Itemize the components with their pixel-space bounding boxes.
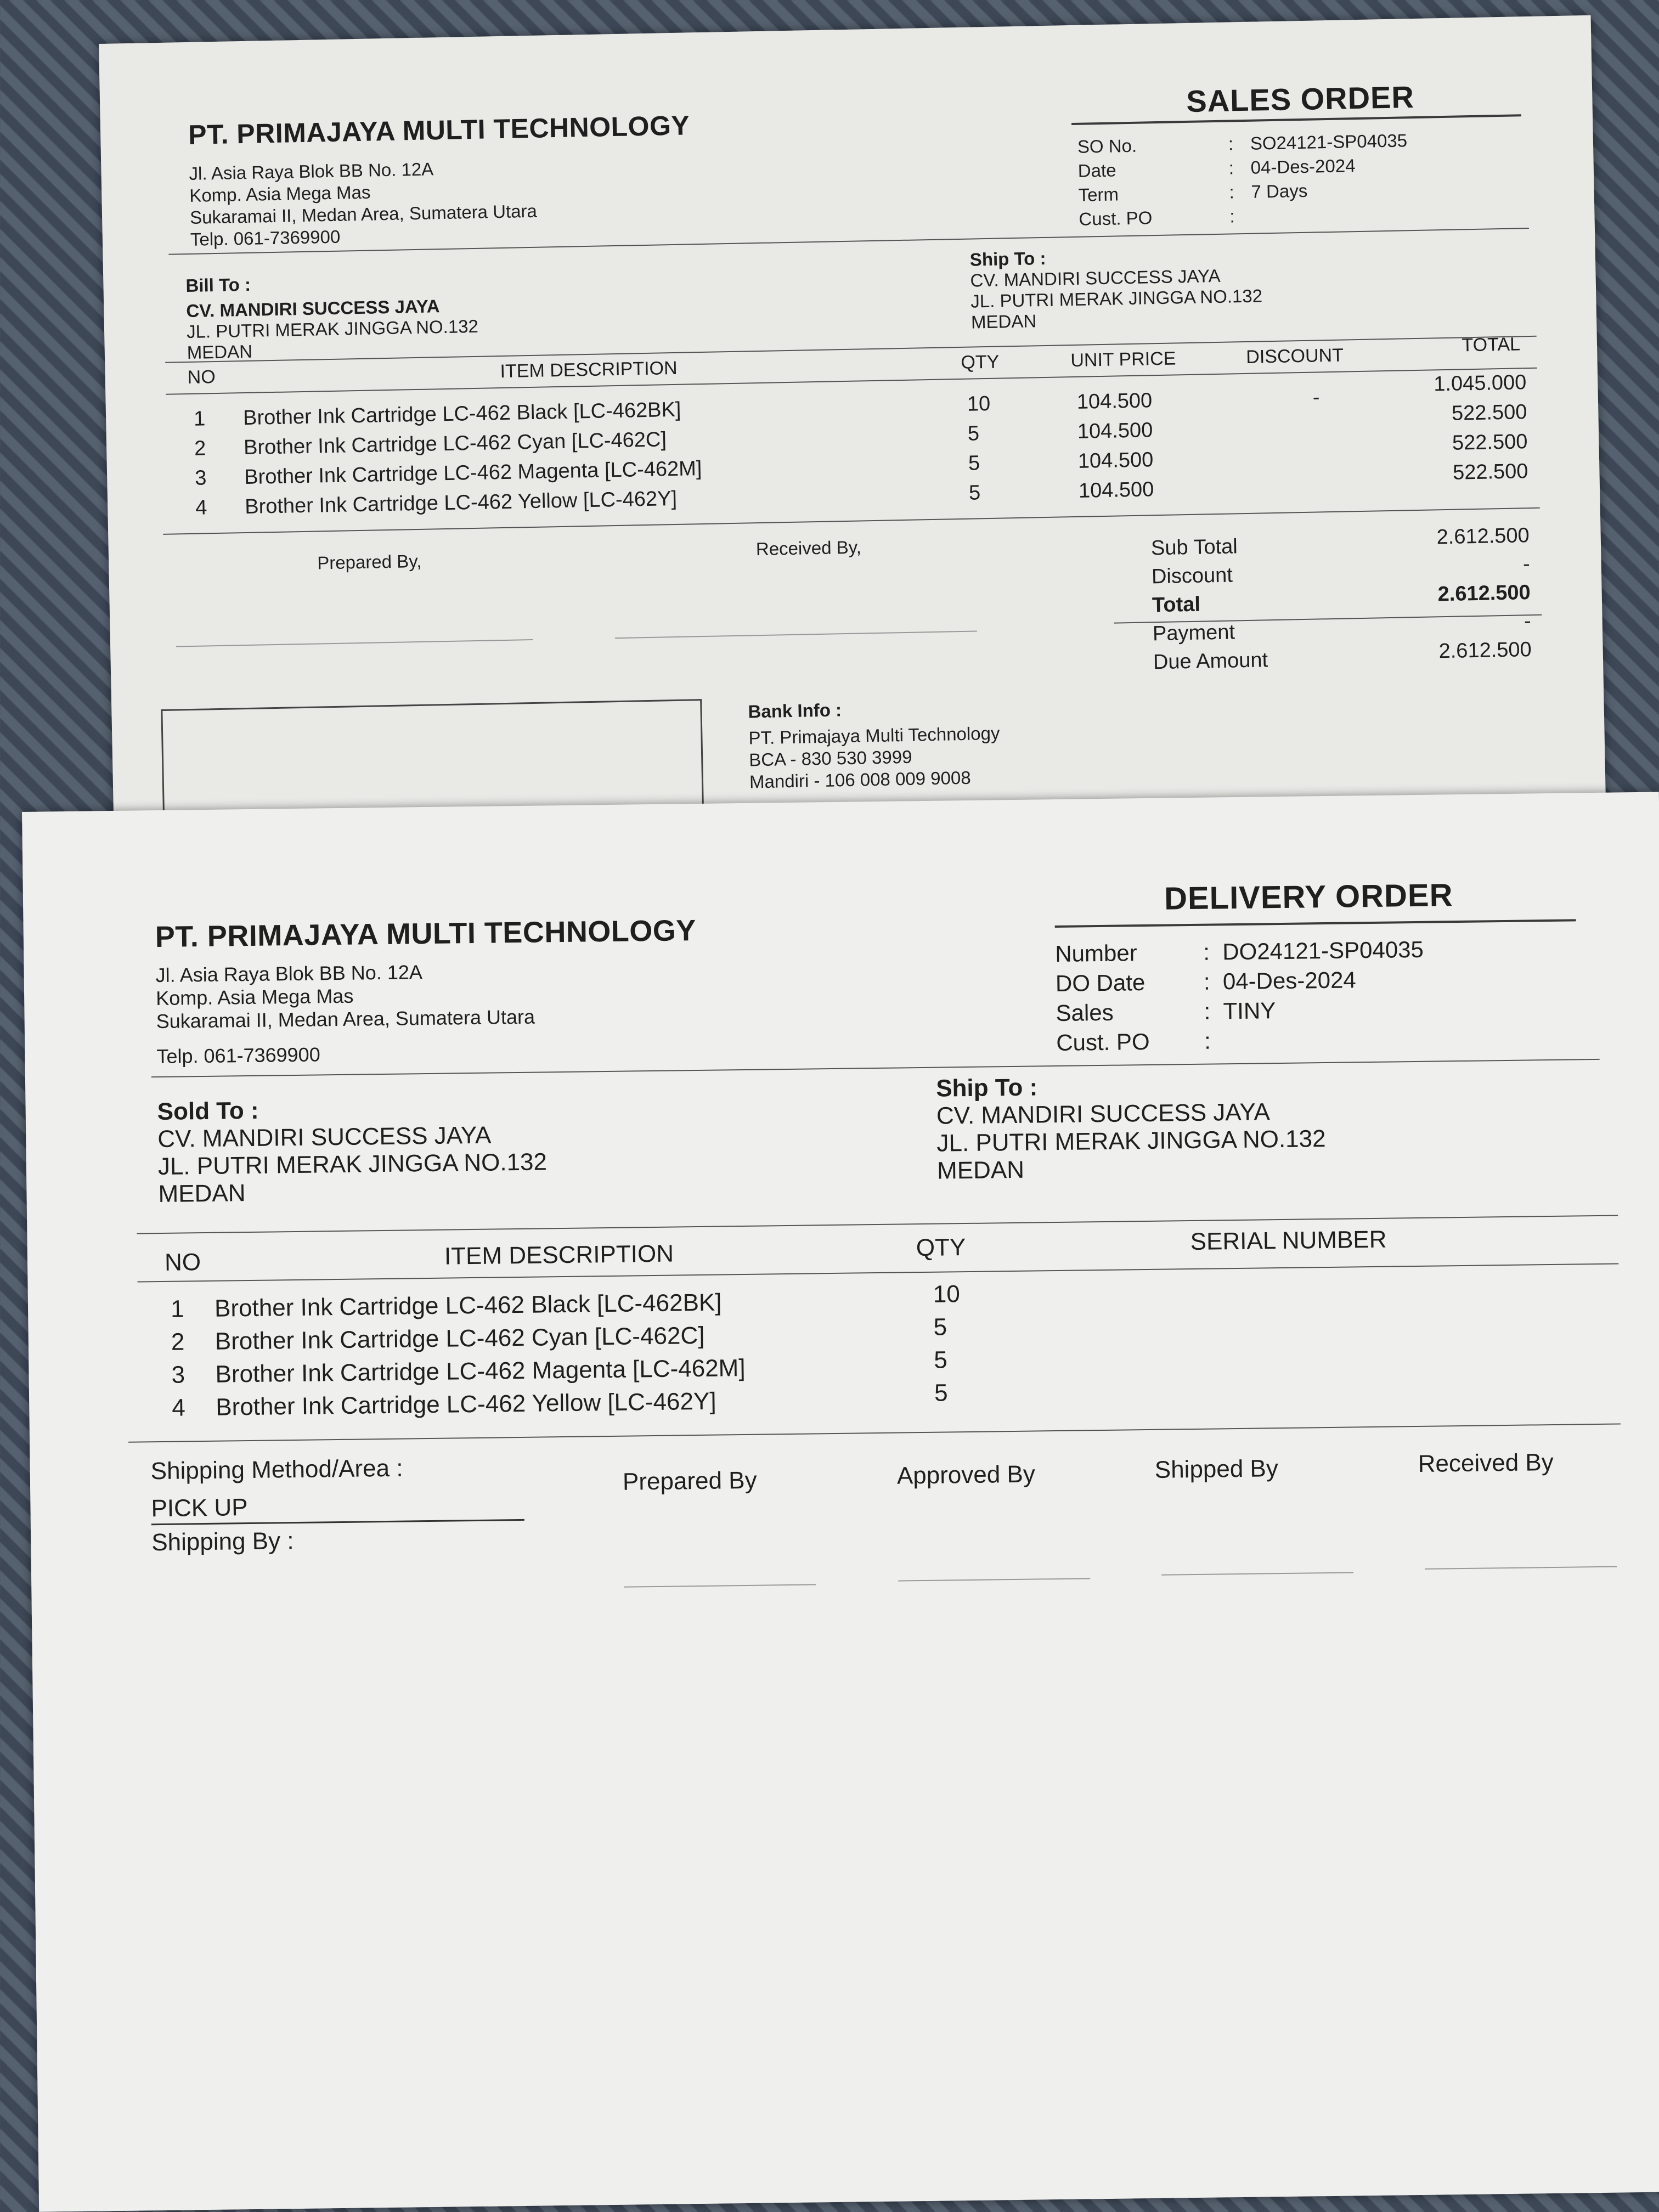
so-payment-value: - (1523, 610, 1532, 633)
so-item-price: 104.500 (1077, 448, 1154, 473)
do-table-header-rule (137, 1263, 1618, 1283)
so-summary-values (1370, 521, 1532, 667)
do-title: DELIVERY ORDER (1164, 877, 1453, 917)
do-sold-to-label: Sold To : (157, 1097, 259, 1126)
so-bill-to-name: CV. MANDIRI SUCCESS JAYA (186, 296, 440, 321)
so-prepared-by: Prepared By, (317, 550, 422, 573)
so-item-price: 104.500 (1076, 389, 1153, 414)
do-item-qty: 5 (934, 1379, 948, 1407)
do-col-qty: QTY (916, 1234, 966, 1262)
do-item-desc: Brother Ink Cartridge LC-462 Cyan [LC-462C] (215, 1322, 705, 1355)
do-meta-label: Sales (1056, 999, 1114, 1026)
do-meta-label: Number (1055, 940, 1137, 967)
so-received-by: Received By, (755, 537, 862, 560)
so-meta-label: Term (1078, 184, 1119, 205)
do-number: DO24121-SP04035 (1222, 936, 1424, 965)
so-discount-value: - (1522, 552, 1531, 576)
do-approved-by: Approved By (896, 1460, 1036, 1489)
so-discount-label: Discount (1151, 563, 1233, 589)
do-item-no: 1 (170, 1295, 184, 1323)
so-payment-label: Payment (1152, 620, 1235, 646)
do-col-serial-number: SERIAL NUMBER (1190, 1226, 1387, 1256)
so-bank-line: BCA - 830 530 3999 (748, 746, 912, 770)
do-ship-to-street: JL. PUTRI MERAK JINGGA NO.132 (936, 1125, 1326, 1157)
do-address-line: Telp. 061-7369900 (156, 1043, 320, 1068)
so-bill-to-street: JL. PUTRI MERAK JINGGA NO.132 (186, 315, 479, 342)
so-row-numbers (194, 404, 207, 522)
do-item-qty: 10 (933, 1280, 961, 1308)
so-col-no: NO (187, 366, 216, 388)
do-address (155, 960, 535, 1068)
so-meta-labels (1077, 133, 1153, 232)
so-ship-to-street: JL. PUTRI MERAK JINGGA NO.132 (970, 285, 1263, 312)
so-col-discount: DISCOUNT (1245, 345, 1344, 368)
so-address-line: Sukaramai II, Medan Area, Sumatera Utara (189, 200, 538, 228)
do-row-qty (933, 1278, 962, 1410)
so-item-no: 2 (194, 437, 206, 460)
do-shipped-signature-line (1161, 1572, 1353, 1575)
do-item-desc: Brother Ink Cartridge LC-462 Yellow [LC-462Y] (215, 1387, 716, 1421)
so-bank-info (748, 696, 1001, 793)
do-col-no: NO (164, 1249, 201, 1276)
do-prepared-by: Prepared By (622, 1466, 757, 1496)
do-shipping-method: PICK UP (151, 1494, 248, 1522)
so-item-desc: Brother Ink Cartridge LC-462 Black [LC-462BK] (242, 398, 681, 430)
do-row-numbers (171, 1293, 185, 1424)
so-item-qty: 5 (967, 422, 980, 445)
so-item-total: 522.500 (1452, 460, 1528, 484)
so-item-total: 1.045.000 (1433, 371, 1527, 396)
so-item-desc: Brother Ink Cartridge LC-462 Cyan [LC-462C] (243, 428, 667, 460)
so-prepared-signature-line (176, 639, 533, 647)
so-item-no: 3 (194, 466, 207, 490)
do-item-no: 4 (171, 1394, 186, 1421)
sales-order-sheet (99, 15, 1607, 889)
so-item-qty: 5 (968, 452, 980, 475)
do-sold-to (157, 1093, 547, 1208)
do-ship-to (936, 1070, 1326, 1185)
so-item-desc: Brother Ink Cartridge LC-462 Yellow [LC-462Y] (244, 487, 678, 519)
so-bill-to-city: MEDAN (187, 341, 253, 363)
do-shipping-method-label: Shipping Method/Area : (150, 1454, 403, 1485)
so-term: 7 Days (1251, 180, 1308, 202)
so-received-signature-line (615, 630, 977, 639)
do-item-desc: Brother Ink Cartridge LC-462 Magenta [LC-462M] (215, 1354, 746, 1388)
so-table-header-rule (166, 368, 1537, 395)
delivery-order-sheet (22, 792, 1659, 2212)
so-item-total: 522.500 (1452, 430, 1528, 455)
do-item-desc: Brother Ink Cartridge LC-462 Black [LC-462BK] (214, 1289, 722, 1322)
so-col-qty: QTY (961, 351, 1000, 373)
so-bill-to-label: Bill To : (185, 274, 251, 296)
so-subtotal-label: Sub Total (1150, 535, 1238, 560)
so-ship-to-label: Ship To : (969, 247, 1046, 270)
do-company-name: PT. PRIMAJAYA MULTI TECHNOLOGY (155, 914, 697, 954)
so-address-line: Telp. 061-7369900 (190, 226, 341, 250)
do-sold-to-street: JL. PUTRI MERAK JINGGA NO.132 (157, 1148, 548, 1181)
so-item-price: 104.500 (1077, 419, 1153, 443)
do-sold-to-city: MEDAN (158, 1180, 246, 1208)
do-received-by: Received By (1418, 1448, 1554, 1477)
so-col-unit-price: UNIT PRICE (1070, 348, 1176, 371)
do-sold-to-name: CV. MANDIRI SUCCESS JAYA (157, 1121, 492, 1153)
so-bank-line: PT. Primajaya Multi Technology (748, 723, 1000, 748)
do-received-signature-line (1425, 1566, 1617, 1570)
so-row-total (1384, 368, 1528, 489)
do-table-top-rule (137, 1215, 1618, 1234)
so-row-price (1076, 386, 1154, 506)
do-item-qty: 5 (933, 1313, 947, 1341)
so-item-discount: - (1312, 386, 1320, 409)
so-company-name: PT. PRIMAJAYA MULTI TECHNOLOGY (188, 110, 690, 150)
do-col-desc: ITEM DESCRIPTION (444, 1240, 674, 1270)
so-item-total: 522.500 (1451, 400, 1527, 425)
do-meta-label: DO Date (1055, 969, 1146, 997)
do-date: 04-Des-2024 (1222, 967, 1357, 995)
so-row-discount (1312, 382, 1320, 412)
do-meta-values (1222, 935, 1425, 1026)
do-address-line: Sukaramai II, Medan Area, Sumatera Utara (156, 1005, 535, 1033)
do-item-no: 2 (171, 1328, 185, 1356)
do-address-line: Jl. Asia Raya Blok BB No. 12A (155, 961, 423, 987)
so-ship-to-city: MEDAN (970, 311, 1037, 332)
so-item-desc: Brother Ink Cartridge LC-462 Magenta [LC-462M] (244, 457, 702, 489)
so-address (189, 156, 538, 251)
do-ship-to-name: CV. MANDIRI SUCCESS JAYA (936, 1098, 1271, 1130)
so-row-qty (967, 389, 992, 508)
do-ship-to-city: MEDAN (936, 1156, 1025, 1184)
so-meta-label: SO No. (1077, 135, 1137, 157)
so-address-line: Komp. Asia Mega Mas (189, 182, 371, 206)
so-number: SO24121-SP04035 (1250, 130, 1408, 154)
so-meta-label: Cust. PO (1079, 207, 1153, 229)
do-item-qty: 5 (934, 1346, 948, 1374)
do-meta-labels (1055, 938, 1150, 1058)
so-date: 04-Des-2024 (1250, 155, 1356, 178)
do-table-bottom-rule (128, 1423, 1621, 1442)
do-shipping-by-label: Shipping By : (151, 1527, 294, 1556)
so-total-value: 2.612.500 (1437, 581, 1531, 606)
so-item-no: 4 (195, 496, 207, 520)
so-address-line: Jl. Asia Raya Blok BB No. 12A (189, 159, 434, 184)
do-item-no: 3 (171, 1361, 185, 1389)
so-bank-line: Mandiri - 106 008 009 9008 (749, 767, 971, 792)
so-meta-colons: : : : : (1228, 133, 1235, 227)
so-item-qty: 10 (967, 392, 991, 416)
so-due-amount-value: 2.612.500 (1438, 638, 1532, 663)
do-ship-to-label: Ship To : (935, 1074, 1038, 1102)
so-summary-labels (1151, 532, 1268, 676)
so-item-qty: 5 (968, 481, 981, 505)
so-item-no: 1 (193, 407, 206, 431)
so-meta-label: Date (1077, 160, 1116, 181)
so-ship-to-name: CV. MANDIRI SUCCESS JAYA (970, 265, 1221, 291)
so-meta-values (1250, 128, 1408, 204)
do-address-line: Komp. Asia Mega Mas (155, 984, 354, 1010)
so-row-descriptions (243, 394, 703, 522)
so-bill-to (185, 270, 479, 363)
do-title-rule (1055, 919, 1576, 928)
so-col-desc: ITEM DESCRIPTION (500, 357, 678, 382)
so-subtotal-value: 2.612.500 (1436, 524, 1530, 549)
so-title: SALES ORDER (1186, 79, 1415, 119)
do-approved-signature-line (898, 1578, 1090, 1581)
do-meta-label: Cust. PO (1056, 1028, 1150, 1056)
so-bank-info-label: Bank Info : (748, 699, 842, 722)
so-item-price: 104.500 (1078, 478, 1154, 503)
do-shipped-by: Shipped By (1154, 1455, 1279, 1483)
do-sales: TINY (1223, 997, 1276, 1024)
do-row-descriptions (215, 1286, 746, 1424)
do-meta-colons: : : : : (1203, 939, 1211, 1054)
so-ship-to (969, 244, 1263, 332)
so-total-label: Total (1152, 592, 1201, 617)
so-col-total: TOTAL (1462, 334, 1521, 356)
so-due-amount-label: Due Amount (1153, 648, 1268, 674)
do-prepared-signature-line (624, 1584, 816, 1587)
